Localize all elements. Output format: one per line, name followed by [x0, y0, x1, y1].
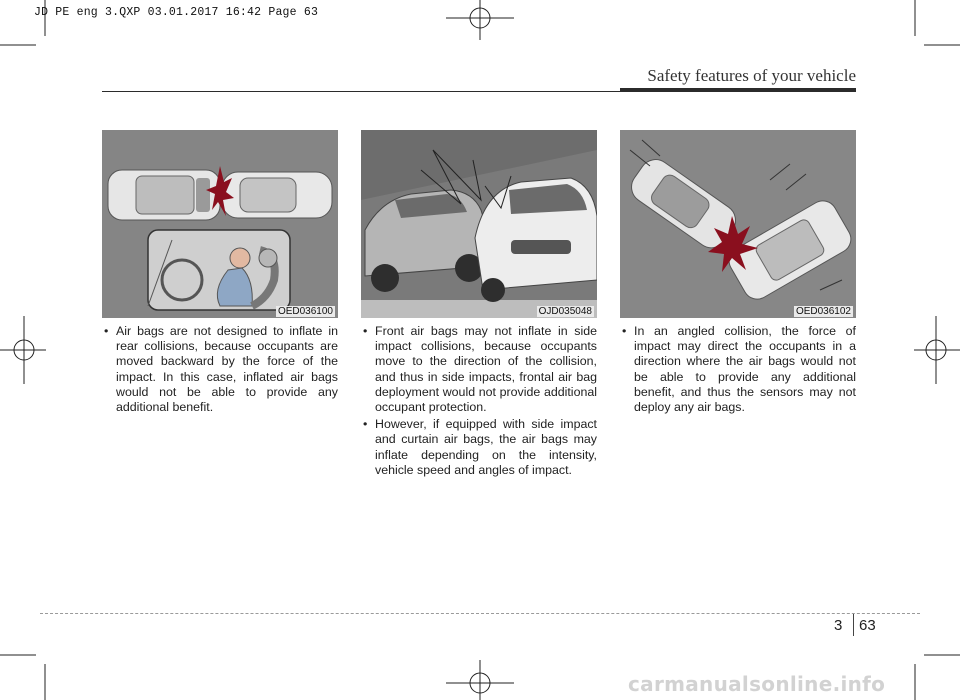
bullet-item: • However, if equipped with side impact and curtain air bags, the air bags may inflate depending on the intensity, vehicle speed and angles of impact.	[363, 417, 597, 477]
section-title: Safety features of your vehicle	[647, 66, 856, 85]
side-impact-illustration	[361, 130, 597, 318]
bullet-item: • In an angled collision, the force of impact may direct the occupants in a direction where the air bags would not be able to provide any additional benefit, and thus the sensors may not deploy any air bags.	[622, 324, 856, 415]
page-number-separator	[853, 614, 854, 636]
bullet-item: • Air bags are not designed to inflate in rear collisions, because occupants are moved backward by the force of the impact. In this case, inflated air bags would not be able to provide any additional benefit.	[104, 324, 338, 415]
bullet-text: Front air bags may not inflate in side impact collisions, because occupants move to the direction of the collision, and thus in side impacts, frontal air bag deployment would not provide additional occupant protection.	[375, 324, 597, 415]
figure-rear-collision	[102, 130, 338, 318]
column-3	[620, 324, 856, 417]
figure-code: OED036100	[277, 306, 333, 317]
column-1	[102, 324, 338, 417]
header-rule-thick	[620, 88, 856, 92]
suv-top-view	[108, 170, 220, 220]
occupant-inset	[148, 230, 290, 310]
figure-angled-collision	[620, 130, 856, 318]
chapter-number: 3	[834, 617, 843, 634]
print-header: JD PE eng 3.QXP 03.01.2017 16:42 Page 63	[34, 6, 319, 19]
figure-side-impact	[361, 130, 597, 318]
header-rule-thin	[102, 91, 620, 92]
bullet-text: However, if equipped with side impact and curtain air bags, the air bags may inflate depending on the intensity, vehicle speed and angles of impact.	[375, 417, 597, 477]
footer-rule	[40, 613, 920, 614]
figure-code: OED036102	[795, 306, 851, 317]
angled-collision-illustration	[620, 130, 856, 318]
bullet-item: • Front air bags may not inflate in side impact collisions, because occupants move to the direction of the collision, and thus in side impacts, frontal air bag deployment would not provide additional occupant protection.	[363, 324, 597, 415]
bullet-text: In an angled collision, the force of impact may direct the occupants in a direction where the air bags would not be able to provide any additional benefit, and thus the sensors may not deploy any air bags.	[634, 324, 856, 415]
figure-code: OJD035048	[538, 306, 592, 317]
column-2	[361, 324, 597, 480]
bullet-text: Air bags are not designed to inflate in rear collisions, because occupants are moved backward by the force of the impact. In this case, inflated air bags would not be able to provide any additional benefit.	[116, 324, 338, 415]
sedan-top-view	[222, 172, 332, 218]
page-number-value: 63	[859, 617, 876, 634]
rear-collision-illustration	[102, 130, 338, 318]
watermark: carmanualsonline.info	[628, 672, 886, 696]
